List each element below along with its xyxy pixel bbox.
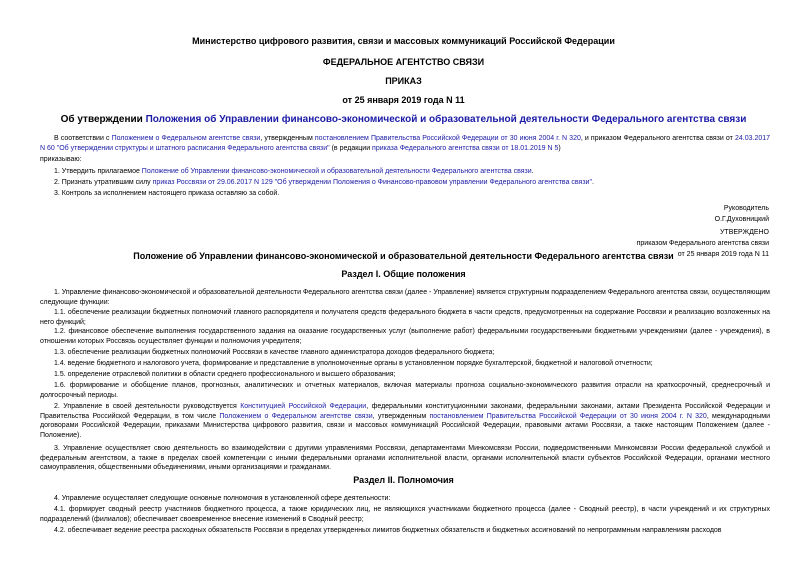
paragraph-1-5: 1.5. определение отраслевой политики в области среднего профессионального и высшего образования; xyxy=(54,371,396,378)
preamble-paragraph xyxy=(40,134,770,153)
preamble-text: ) xyxy=(558,144,561,152)
paragraph-4-1: 4.1. формирует сводный реестр участников бюджетного процесса, а также юридических лиц, не являющихся участниками бюджетного процесса (далее - Сводный реестр), в части учреждений и их структурных подразделений (филиалов); обеспечивает своевременное внесение изменений в Сводный реестр; xyxy=(40,506,770,523)
paragraph-2-text: , международными договорами Российской Федерации, приказами Министерства цифрового развития, связи и массовых коммуникаций Российской Федерации, правовыми актами Россвязи, а также настоящим Положением (далее - Положение). xyxy=(40,412,770,439)
signature-name: О.Г.Духовницкий xyxy=(714,216,769,223)
paragraph-3: 3. Управление осуществляет свою деятельность во взаимодействии с другими управлениями Россвязи, департаментами Минкомсвязи России, подведомственными Минкомсвязи России федеральной службой и федеральным агентством, а также в пределах своей компетенции с иными федеральными органами исполнительной власти, органами исполнительной власти субъектов Российской Федерации, органами местного самоуправления, общественными объединениями, иными организациями и гражданами. xyxy=(40,445,770,471)
paragraph-1: 1. Управление финансово-экономической и образовательной деятельности Федерального агентства связи (далее - Управление) является структурным подразделением Федерального агентства связи, осуществляющим следующие функции: xyxy=(40,289,770,306)
constitution-link[interactable]: Конституцией Российской Федерации xyxy=(240,403,367,410)
order-item-text: 2. Признать утратившим силу xyxy=(54,179,153,186)
ministry-heading: Министерство цифрового развития, связи и массовых коммуникаций Российской Федерации xyxy=(192,36,615,46)
paragraph-2 xyxy=(40,402,770,440)
signature-role: Руководитель xyxy=(723,205,769,212)
paragraph-2-text: , утвержденным xyxy=(372,412,430,420)
section-1-heading: Раздел I. Общие положения xyxy=(341,269,466,279)
order-item-2 xyxy=(40,178,770,188)
preamble-text: (в редакции xyxy=(329,144,373,152)
order-item-text: . xyxy=(591,179,594,186)
paragraph-1-2: 1.2. финансовое обеспечение выполнения государственного задания на оказание государственных услуг (выполнение работ) федеральными государственными бюджетными учреждениями (далее - учреждения), в отношении которых Россвязь осуществляет функции и полномочия учредителя; xyxy=(40,328,770,345)
order-item-2-link-order[interactable]: приказ Россвязи от 29.06.2017 N 129 xyxy=(152,179,273,186)
approval-label: УТВЕРЖДЕНО xyxy=(719,229,769,236)
order-title xyxy=(0,114,807,125)
order-title-link[interactable]: Положения об Управлении финансово-экономической и образовательной деятельности Федерального агентства связи xyxy=(145,114,747,125)
preamble-text: В соответствии с xyxy=(54,135,112,142)
order-item-text: 1. Утвердить прилагаемое xyxy=(54,168,142,175)
approval-date: от 25 января 2019 года N 11 xyxy=(677,251,769,258)
agency-heading: ФЕДЕРАЛЬНОЕ АГЕНТСТВО СВЯЗИ xyxy=(322,57,485,67)
preamble-link-amendment-order[interactable]: приказа Федерального агентства связи от 18.01.2019 N 5 xyxy=(372,144,559,152)
order-item-2-link-title[interactable]: "Об утверждении Положения о Финансово-правовом управлении Федерального агентства связи" xyxy=(274,179,592,186)
government-decree-link[interactable]: постановлением Правительства Российской Федерации от 30 июня 2004 г. N 320 xyxy=(429,412,707,420)
doctype-heading: ПРИКАЗ xyxy=(385,76,422,86)
preamble-link-agency-regulation[interactable]: Положением о Федеральном агентстве связи xyxy=(111,135,261,142)
regulation-title: Положение об Управлении финансово-экономической и образовательной деятельности Федерального агентства связи xyxy=(133,251,674,261)
order-title-prefix: Об утверждении xyxy=(60,114,146,125)
paragraph-1-6: 1.6. формирование и обобщение планов, прогнозных, аналитических и отчетных материалов, включая материалы прогноза социально-экономического развития отрасли на краткосрочный, среднесрочный и долгосрочный периоды. xyxy=(40,382,770,399)
paragraph-1-4: 1.4. ведение бюджетного и налогового учета, формирование и представление в уполномоченные органы в установленном порядке бухгалтерской, бюджетной и налоговой отчетности; xyxy=(54,360,653,367)
preamble-text: , утвержденным xyxy=(260,135,315,142)
paragraph-4-2: 4.2. обеспечивает ведение реестра расходных обязательств Россвязи в пределах утвержденных лимитов бюджетных обязательств и бюджетных ассигнований по непрограммным направлениям расходов xyxy=(54,527,722,534)
paragraph-2-text: , федеральными конституционными законами, федеральными законами, актами Президента Российской Федерации и Правительства Российской Федерации, в том числе xyxy=(40,403,770,420)
preamble-link-government-decree[interactable]: постановлением Правительства Российской Федерации от 30 июня 2004 г. N 320 xyxy=(314,135,581,142)
paragraph-1-3: 1.3. обеспечение реализации бюджетных полномочий Россвязи в качестве главного администратора доходов федерального бюджета; xyxy=(54,349,495,356)
preamble-link-structure-order[interactable]: 24.03.2017 N 60 "Об утверждении структуры и штатного расписания Федерального агентства связи" xyxy=(40,135,771,152)
order-item-3: 3. Контроль за исполнением настоящего приказа оставляю за собой. xyxy=(54,190,280,197)
preamble-text: , и приказом Федерального агентства связи от xyxy=(580,135,735,142)
paragraph-2-text: 2. Управление в своей деятельности руководствуется xyxy=(54,403,241,410)
order-word: приказываю: xyxy=(40,156,82,163)
order-date: от 25 января 2019 года N 11 xyxy=(342,95,465,105)
paragraph-1-1: 1.1. обеспечение реализации бюджетных полномочий главного распорядителя и получателя средств федерального бюджета в части средств, предусмотренных на содержание Россвязи и реализацию возложенных на него функций; xyxy=(40,309,770,326)
signature-block xyxy=(715,203,769,225)
approval-order: приказом Федерального агентства связи xyxy=(636,240,769,247)
agency-regulation-link[interactable]: Положением о Федеральном агентстве связи xyxy=(219,412,373,420)
section-2-heading: Раздел II. Полномочия xyxy=(353,475,454,485)
order-item-1 xyxy=(40,167,770,177)
order-item-1-link[interactable]: Положение об Управлении финансово-экономической и образовательной деятельности Федерального агентства связи xyxy=(141,168,532,175)
order-item-text: . xyxy=(531,168,534,175)
paragraph-4: 4. Управление осуществляет следующие основные полномочия в установленной сфере деятельности: xyxy=(54,495,391,502)
